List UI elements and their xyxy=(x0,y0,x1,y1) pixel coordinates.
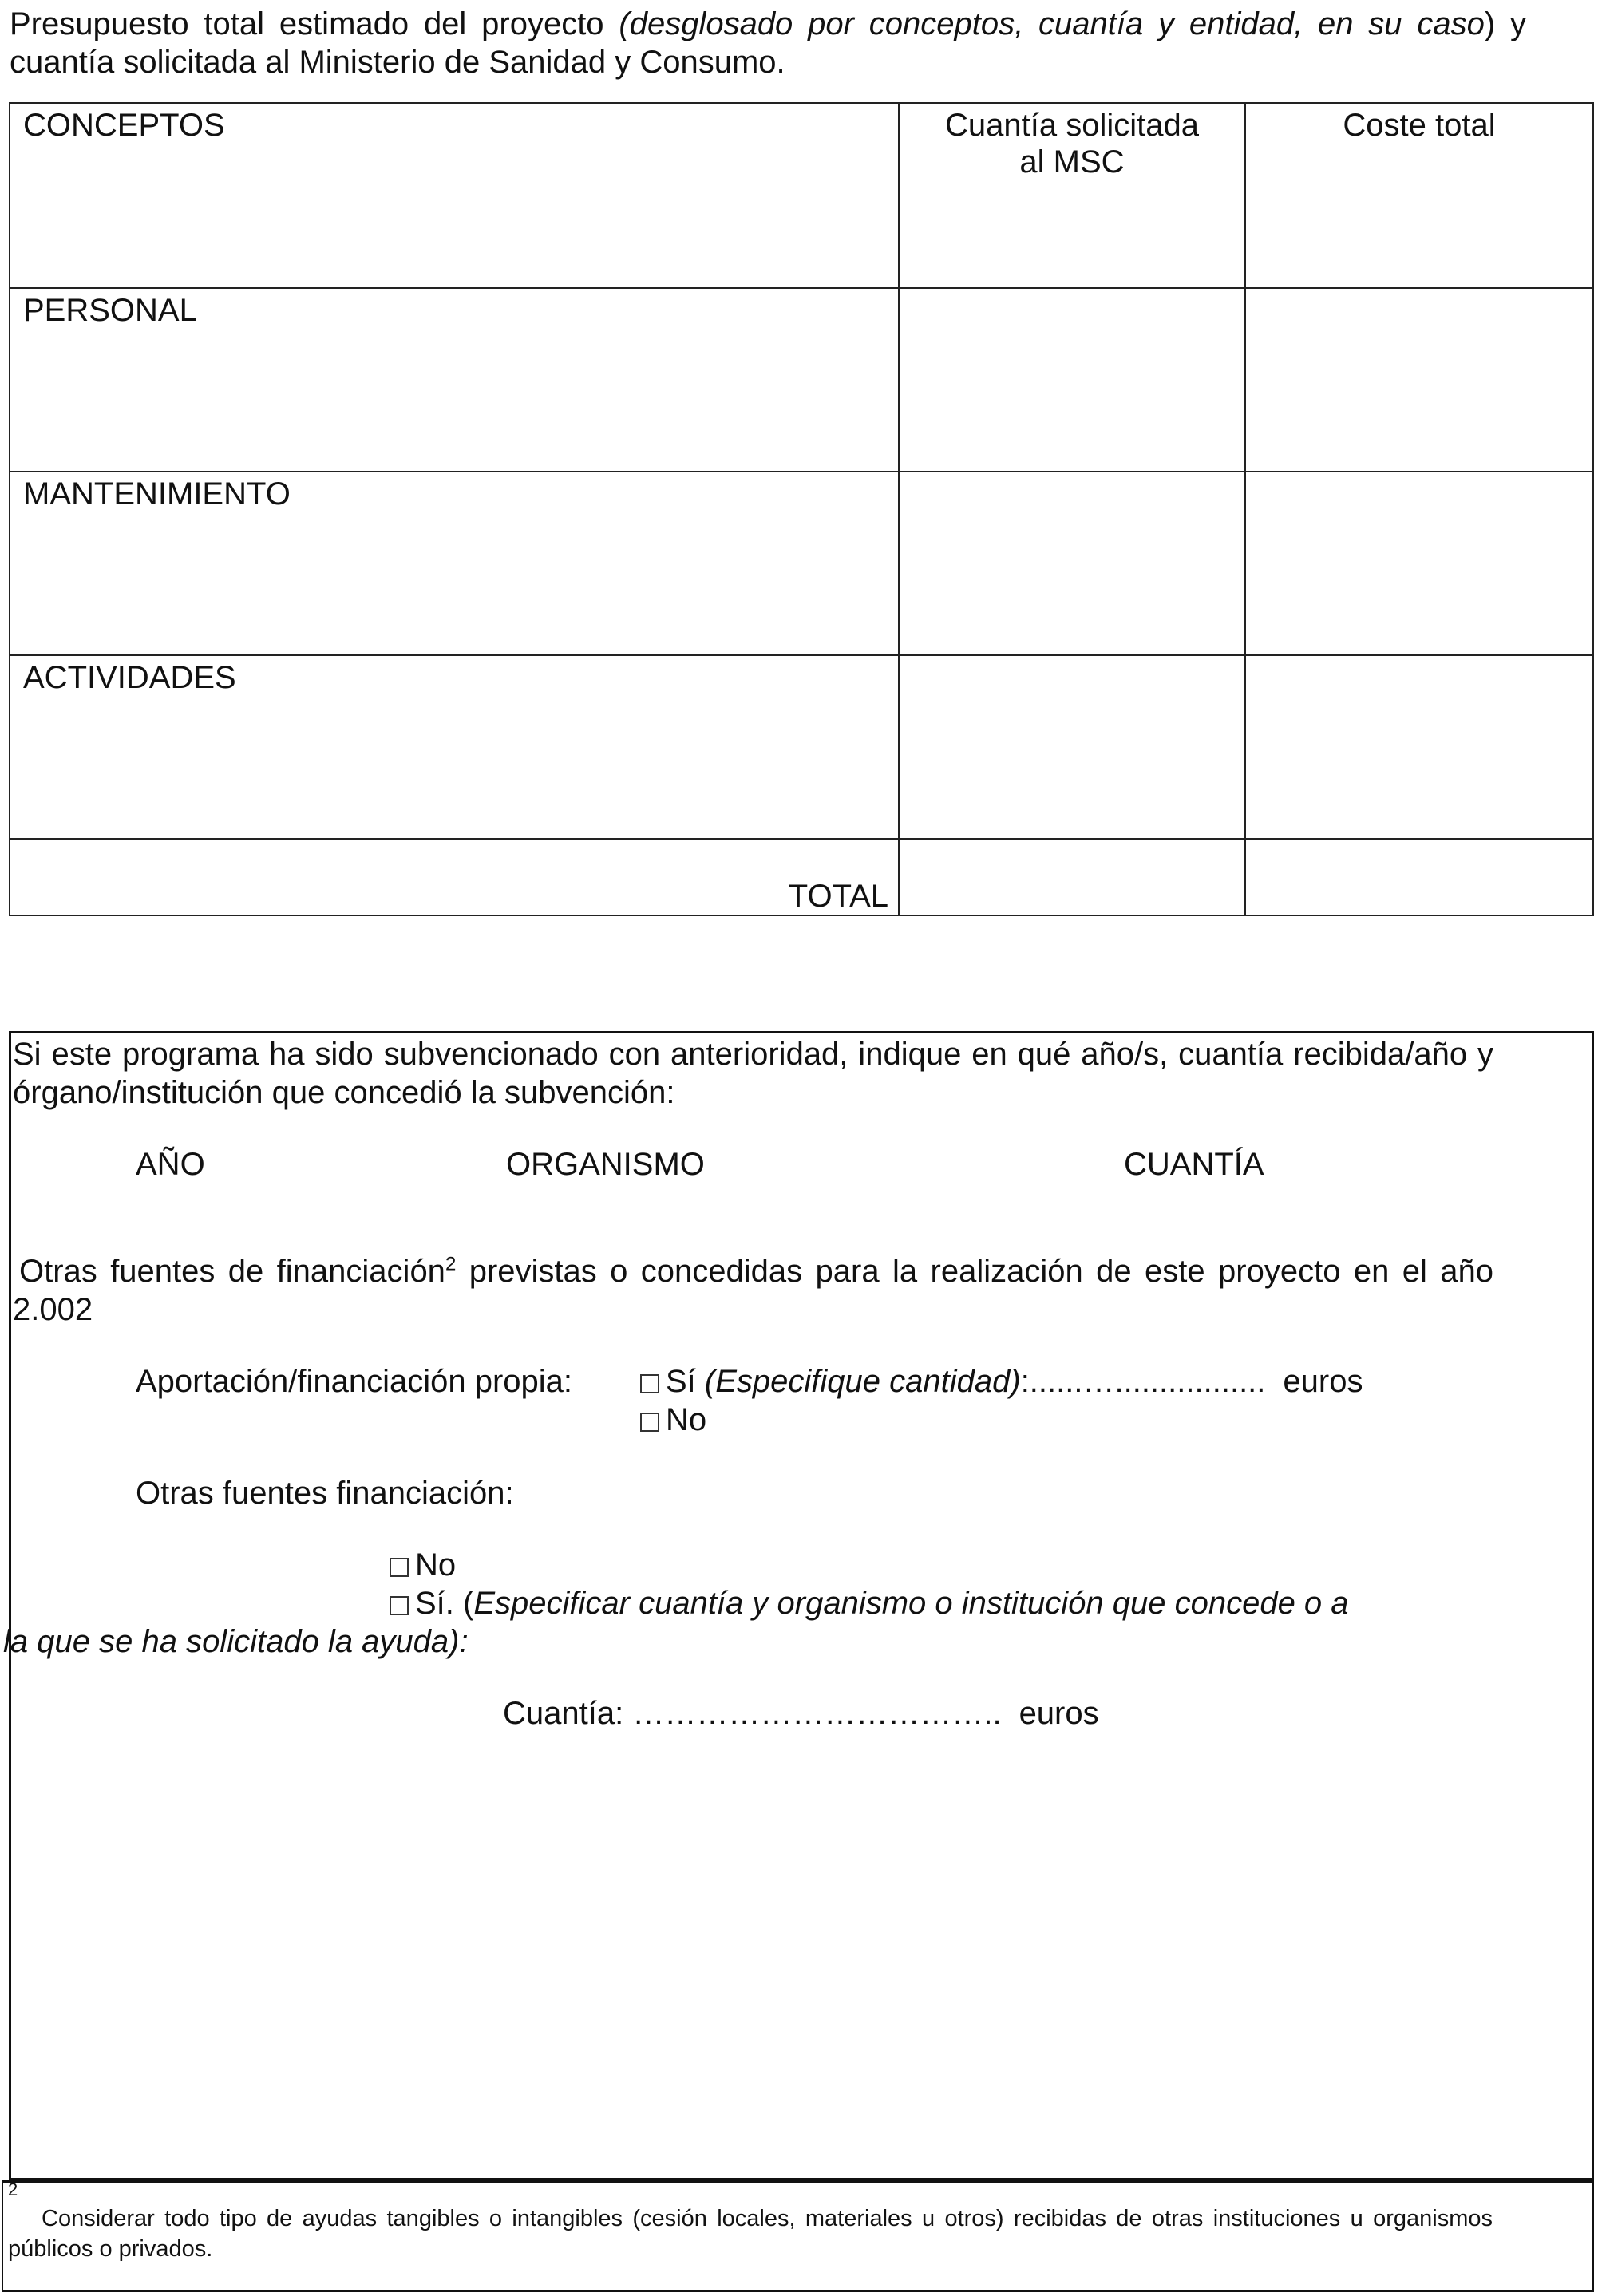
header-requested xyxy=(899,103,1245,288)
other-sources-text-a: Otras fuentes de financiación xyxy=(19,1254,445,1289)
other-sources-question xyxy=(13,1252,1493,1329)
other-yes-checkbox[interactable] xyxy=(390,1596,409,1615)
own-yes-label: Sí xyxy=(666,1364,705,1399)
budget-row-actividades xyxy=(10,655,1593,839)
funding-box xyxy=(3,1031,1594,2180)
previous-funding-question: Si este programa ha sido subvencionado con anterioridad, indique en qué año/s, cuantía recibida/año y órgano/institución que concedió la subvención: xyxy=(13,1037,1493,1110)
other-amount-unit: euros xyxy=(1019,1696,1099,1731)
col-header-organism: ORGANISMO xyxy=(506,1147,705,1182)
actividades-total-cell[interactable] xyxy=(1245,655,1593,839)
intro-text-2: ) y cuantía solicitada al Ministerio de Sanidad y Consumo. xyxy=(10,6,1527,80)
other-amount-label[interactable]: Cuantía: …………………………….. xyxy=(503,1696,1002,1731)
other-funding-label: Otras fuentes financiación: xyxy=(136,1476,514,1511)
other-amount-line[interactable] xyxy=(503,1694,1099,1733)
header-concepts: CONCEPTOS xyxy=(10,103,899,288)
other-yes-label: Sí. ( xyxy=(415,1586,474,1621)
budget-row-mantenimiento xyxy=(10,472,1593,655)
row-label-actividades: ACTIVIDADES xyxy=(10,655,899,839)
col-header-year: AÑO xyxy=(136,1147,205,1182)
header-requested-line1: Cuantía solicitada xyxy=(945,108,1199,143)
header-requested-line2: al MSC xyxy=(1019,144,1125,180)
own-amount-dots[interactable]: :......…................. xyxy=(1020,1364,1266,1399)
other-no-checkbox[interactable] xyxy=(390,1558,409,1577)
own-amount-unit: euros xyxy=(1283,1364,1363,1399)
other-yes-hint-2: la que se ha solicitado la ayuda): xyxy=(3,1624,469,1659)
own-funding-label: Aportación/financiación propia: xyxy=(136,1364,573,1399)
row-label-personal: PERSONAL xyxy=(10,288,899,472)
other-funding-no-option[interactable] xyxy=(390,1546,456,1584)
total-requested-cell[interactable] xyxy=(899,839,1245,915)
budget-header-row xyxy=(10,103,1593,288)
other-sources-text-b: previstas o concedidas para la realización de este proyecto en el año 2.002 xyxy=(13,1254,1493,1327)
total-cost-cell[interactable] xyxy=(1245,839,1593,915)
mantenimiento-total-cell[interactable] xyxy=(1245,472,1593,655)
actividades-requested-cell[interactable] xyxy=(899,655,1245,839)
header-total-cost: Coste total xyxy=(1245,103,1593,288)
personal-requested-cell[interactable] xyxy=(899,288,1245,472)
own-no-label: No xyxy=(666,1402,707,1437)
own-yes-checkbox[interactable] xyxy=(640,1374,659,1393)
total-label: TOTAL xyxy=(10,839,899,915)
own-no-checkbox[interactable] xyxy=(640,1413,659,1432)
row-label-mantenimiento: MANTENIMIENTO xyxy=(10,472,899,655)
personal-total-cell[interactable] xyxy=(1245,288,1593,472)
footnote-number: 2 xyxy=(8,2179,18,2199)
intro-paragraph xyxy=(10,5,1526,81)
footnote-text xyxy=(8,2203,1493,2264)
own-yes-hint: (Especifique cantidad) xyxy=(704,1364,1021,1399)
intro-text-1: Presupuesto total estimado del proyecto xyxy=(10,6,619,41)
own-funding-yes-option[interactable] xyxy=(640,1362,1363,1401)
budget-row-total xyxy=(10,839,1593,915)
mantenimiento-requested-cell[interactable] xyxy=(899,472,1245,655)
budget-table xyxy=(9,102,1594,916)
other-funding-yes-option[interactable] xyxy=(390,1584,1349,1622)
footnote-box xyxy=(2,2180,1594,2292)
budget-row-personal xyxy=(10,288,1593,472)
col-header-amount: CUANTÍA xyxy=(1124,1147,1264,1182)
other-yes-hint-1: Especificar cuantía y organismo o institución que concede o a xyxy=(473,1586,1349,1621)
footnote-body: Considerar todo tipo de ayudas tangibles o intangibles (cesión locales, materiales u otros) recibidas de otras instituciones u organismos públicos o privados. xyxy=(8,2206,1493,2262)
own-funding-no-option[interactable] xyxy=(640,1401,706,1439)
other-no-label: No xyxy=(415,1547,457,1583)
intro-text-italic: (desglosado por conceptos, cuantía y entidad, en su caso xyxy=(619,6,1485,41)
footnote-ref: 2 xyxy=(445,1253,457,1275)
